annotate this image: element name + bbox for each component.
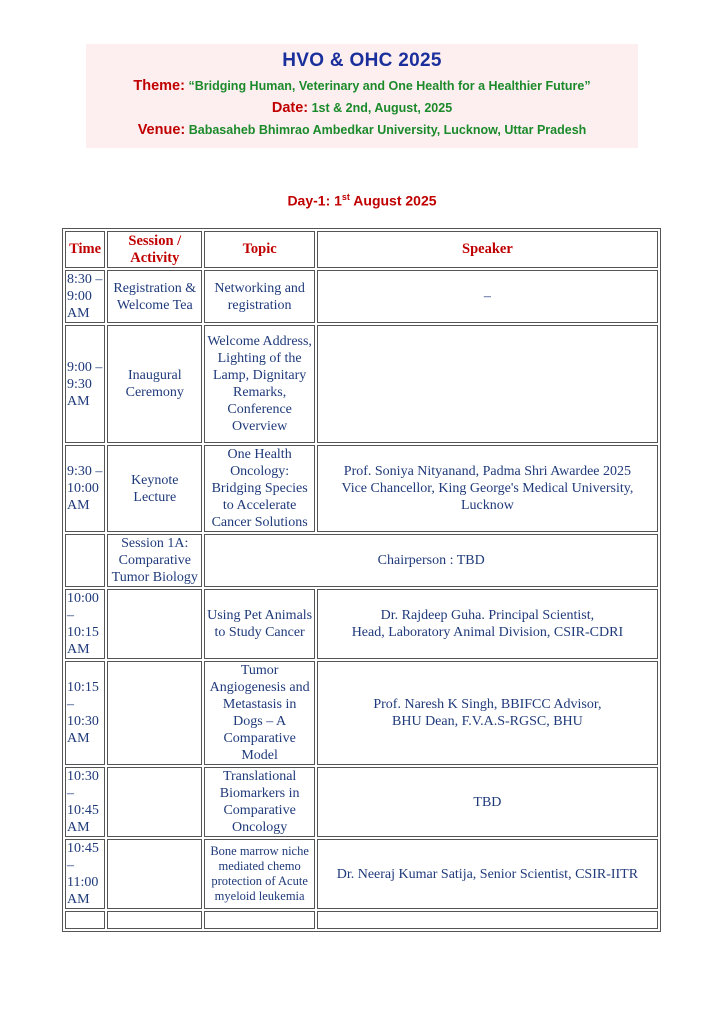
chairperson-cell: Chairperson : TBD [204,534,658,587]
topic-cell: One Health Oncology: Bridging Species to Accelerate Cancer Solutions [204,445,314,532]
speaker-cell: TBD [317,767,658,837]
empty-cell [65,911,105,929]
empty-cell [107,911,202,929]
theme-value: “Bridging Human, Veterinary and One Health for a Healthier Future” [188,79,591,93]
topic-cell: Welcome Address, Lighting of the Lamp, Dignitary Remarks, Conference Overview [204,325,314,443]
table-row-empty [65,911,658,929]
session-cell: Inaugural Ceremony [107,325,202,443]
table-row [65,325,658,443]
speaker-line: Prof. Naresh K Singh, BBIFCC Advisor, [373,697,602,712]
table-row [65,767,658,837]
session-cell [107,767,202,837]
time-cell [65,534,105,587]
venue-label: Venue: [137,122,186,138]
speaker-line: Dr. Rajdeep Guha. Principal Scientist, [380,608,595,623]
speaker-line: Vice Chancellor, King George's Medical University, Lucknow [341,481,634,513]
time-cell: 10:00 – 10:15 AM [65,589,105,659]
session-cell: Session 1A: Comparative Tumor Biology [107,534,202,587]
time-cell: 9:30 – 10:00 AM [65,445,105,532]
time-cell: 10:45 – 11:00 AM [65,839,105,909]
topic-cell: Translational Biomarkers in Comparative Oncology [204,767,314,837]
header-topic: Topic [204,231,314,268]
speaker-cell: Dr. Neeraj Kumar Satija, Senior Scientist, CSIR-IITR [317,839,658,909]
speaker-cell: – [317,270,658,323]
table-row [65,445,658,532]
header-time: Time [65,231,105,268]
conference-title: HVO & OHC 2025 [282,50,442,71]
topic-cell: Tumor Angiogenesis and Metastasis in Dogs – A Comparative Model [204,661,314,765]
header-speaker: Speaker [317,231,658,268]
speaker-cell [317,589,658,659]
session-cell [107,839,202,909]
table-row [65,661,658,765]
schedule-table [62,228,661,932]
time-cell: 10:15 – 10:30 AM [65,661,105,765]
theme-label: Theme: [133,78,185,94]
venue-line [86,122,638,138]
date-line [86,100,638,116]
speaker-cell [317,661,658,765]
speaker-line: BHU Dean, F.V.A.S-RGSC, BHU [392,714,583,729]
session-cell [107,589,202,659]
speaker-line: Head, Laboratory Animal Division, CSIR-CDRI [351,625,624,640]
topic-cell: Using Pet Animals to Study Cancer [204,589,314,659]
speaker-line: Prof. Soniya Nityanand, Padma Shri Awardee 2025 [343,464,632,479]
day-suffix: August 2025 [349,192,437,209]
day-sup: st [341,192,350,202]
empty-cell [204,911,314,929]
venue-value: Babasaheb Bhimrao Ambedkar University, Lucknow, Uttar Pradesh [188,123,587,137]
date-value: 1st & 2nd, August, 2025 [311,101,453,115]
header-session: Session / Activity [107,231,202,268]
table-header-row [65,231,658,268]
conference-header [86,44,638,148]
empty-cell [317,911,658,929]
theme-line [86,78,638,94]
table-row [65,270,658,323]
session-cell: Registration & Welcome Tea [107,270,202,323]
day-prefix: Day-1: 1 [287,192,342,209]
time-cell: 10:30 – 10:45 AM [65,767,105,837]
session-cell: Keynote Lecture [107,445,202,532]
table-row [65,839,658,909]
speaker-cell [317,325,658,443]
table-row [65,534,658,587]
day-title [0,192,724,209]
topic-cell: Bone marrow niche mediated chemo protection of Acute myeloid leukemia [204,839,314,909]
date-label: Date: [271,100,309,116]
topic-cell: Networking and registration [204,270,314,323]
speaker-cell [317,445,658,532]
time-cell: 8:30 – 9:00 AM [65,270,105,323]
table-row [65,589,658,659]
time-cell: 9:00 – 9:30 AM [65,325,105,443]
session-cell [107,661,202,765]
